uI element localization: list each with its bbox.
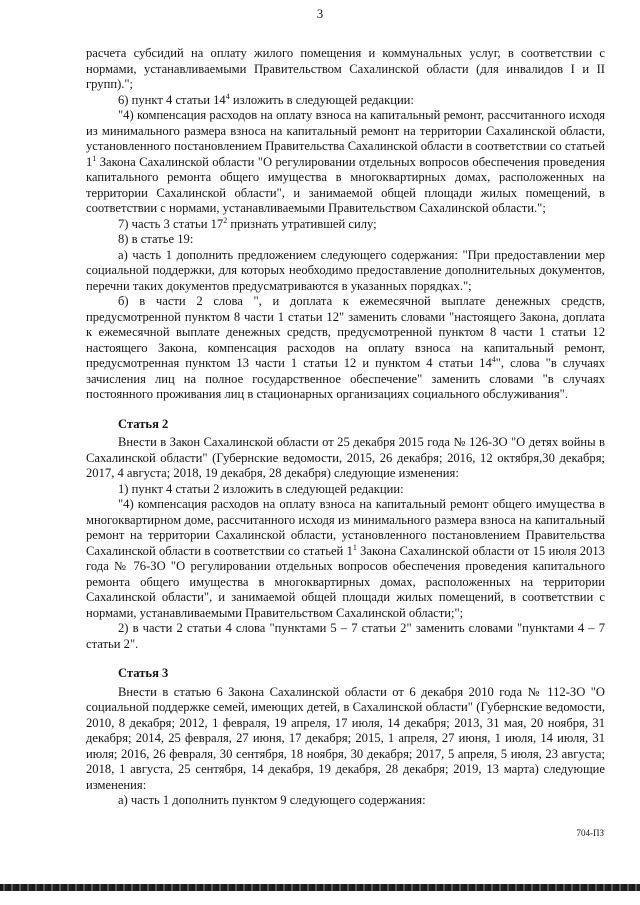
paragraph: [86, 793, 605, 809]
text-run: 7) часть 3 статьи 17: [118, 216, 224, 231]
paragraph: [86, 294, 605, 403]
page-number: 3: [316, 6, 324, 21]
text-run: а) часть 1 дополнить предложением следующего содержания: "При предоставлении мер социальной поддержки, для которых необходимо предоставление дополнительных документов, перечни таких документов предусматриваются в указанных порядках.";: [86, 247, 605, 293]
paragraph: [86, 93, 605, 109]
superscript: 4: [491, 354, 496, 364]
paragraph: [86, 248, 605, 295]
text-run: Статья 2: [118, 416, 169, 431]
paragraph: [86, 685, 605, 794]
text-run: расчета субсидий на оплату жилого помещения и коммунальных услуг, в соответствии с нормами, устанавливаемыми Правительством Сахалинской области (для инвалидов I и II групп).";: [86, 46, 605, 91]
document-code: 704-ПЗ: [576, 828, 604, 838]
paragraph: [86, 217, 605, 233]
article-heading: [86, 666, 605, 682]
paragraph: [86, 46, 605, 93]
paragraph: [86, 108, 605, 217]
text-run: 6) пункт 4 статьи 14: [118, 92, 226, 107]
text-run: ", слова "в случаях зачисления лиц на полное государственное обеспечение" заменить словами "в случаях постоянного проживания лиц в стационарных организациях социального обслуживания".: [86, 356, 605, 401]
paragraph: [86, 435, 605, 482]
text-run: "4) компенсация расходов на оплату взноса на капитальный ремонт общего имущества в многоквартирном доме, рассчитанного исходя из минимального размера взноса на капитальный ремонт на территории Сахалинской области, установленного постановлением Правительства Сахалинской области в соответствии со статьей 1: [86, 497, 605, 558]
text-run: а) часть 1 дополнить пунктом 9 следующего содержания:: [118, 793, 426, 807]
paragraph: [86, 482, 605, 498]
text-run: "4) компенсация расходов на оплату взноса на капитальный ремонт, рассчитанного исходя из минимального размера взноса на капитальный ремонт на территории Сахалинской области, установленного постановлением Правительства Сахалинской области в соответствии со статьей 1: [86, 108, 605, 169]
article-heading: [86, 417, 605, 433]
text-run: Внести в Закон Сахалинской области от 25 декабря 2015 года № 126-ЗО "О детях войны в Сахалинской области" (Губернские ведомости, 2015, 26 декабря; 2016, 12 октября,30 декабря; 2017, 4 августа; 2018, 19 декабря, 28 декабря) следующие изменения:: [86, 435, 605, 480]
text-run: Закона Сахалинской области от 15 июля 2013 года № 76-ЗО "О регулировании отдельных вопросов обеспечения проведения капитального ремонта общего имущества в многоквартирных домах, расположенных на территории Сахалинской области", и занимаемой общей площади жилых помещений, в соответствии с нормами, устанавливаемыми Правительством Сахалинской области;";: [86, 543, 605, 620]
text-run: изложить в следующей редакции:: [229, 92, 414, 107]
superscript: 1: [92, 153, 97, 163]
text-run: Статья 3: [118, 666, 169, 680]
text-run: 2) в части 2 статьи 4 слова "пунктами 5 – 7 статьи 2" заменить словами "пунктами 4 – 7 статьи 2".: [86, 621, 605, 651]
text-run: Внести в статью 6 Закона Сахалинской области от 6 декабря 2010 года № 112-ЗО "О социальной поддержке семей, имеющих детей, в Сахалинской области" (Губернские ведомости, 2010, 8 декабря; 2012, 1 февраля, 19 апреля, 17 июля, 14 декабря; 2013, 31 мая, 20 ноября, 31 декабря; 2014, 25 февраля, 27 июня, 17 декабря; 2015, 1 апреля, 27 июня, 1 июля, 14 июля, 31 июля; 2016, 26 февраля, 30 сентября, 18 ноября, 30 декабря; 2017, 5 апреля, 5 июля, 23 августа; 2018, 1 августа, 25 сентября, 14 декабря, 19 декабря, 28 декабря; 2019, 13 марта) следующие изменения:: [86, 684, 605, 792]
superscript: 2: [223, 215, 228, 225]
text-run: б) в части 2 слова ", и доплата к ежемесячной выплате денежных средств, предусмотренной пунктом 8 части 1 статьи 12" заменить словами "настоящего Закона, доплата к ежемесячной выплате денежных средств, предусмотренной пунктом 8 части 1 статьи 12 настоящего Закона, компенсация расходов на оплату взноса на капитальный ремонт, предусмотренная пунктом 13 части 1 статьи 12 и пунктом 4 статьи 14: [86, 294, 605, 370]
paragraph: [86, 621, 605, 652]
document-body: [86, 46, 605, 809]
superscript: 1: [352, 542, 357, 552]
text-run: 1) пункт 4 статьи 2 изложить в следующей редакции:: [118, 481, 404, 496]
text-run: Закона Сахалинской области "О регулировании отдельных вопросов обеспечения проведения капитального ремонта общего имущества в многоквартирных домах, расположенных на территории Сахалинской области", и занимаемой общей площади жилых помещений, в соответствии с нормами, устанавливаемыми Правительством Сахалинской области.";: [86, 154, 605, 215]
text-run: признать утратившей силу;: [227, 216, 377, 231]
text-run: 8) в статье 19:: [118, 232, 194, 246]
paragraph: [86, 232, 605, 248]
scan-edge: [0, 884, 640, 891]
superscript: 4: [225, 91, 230, 101]
paragraph: [86, 497, 605, 621]
